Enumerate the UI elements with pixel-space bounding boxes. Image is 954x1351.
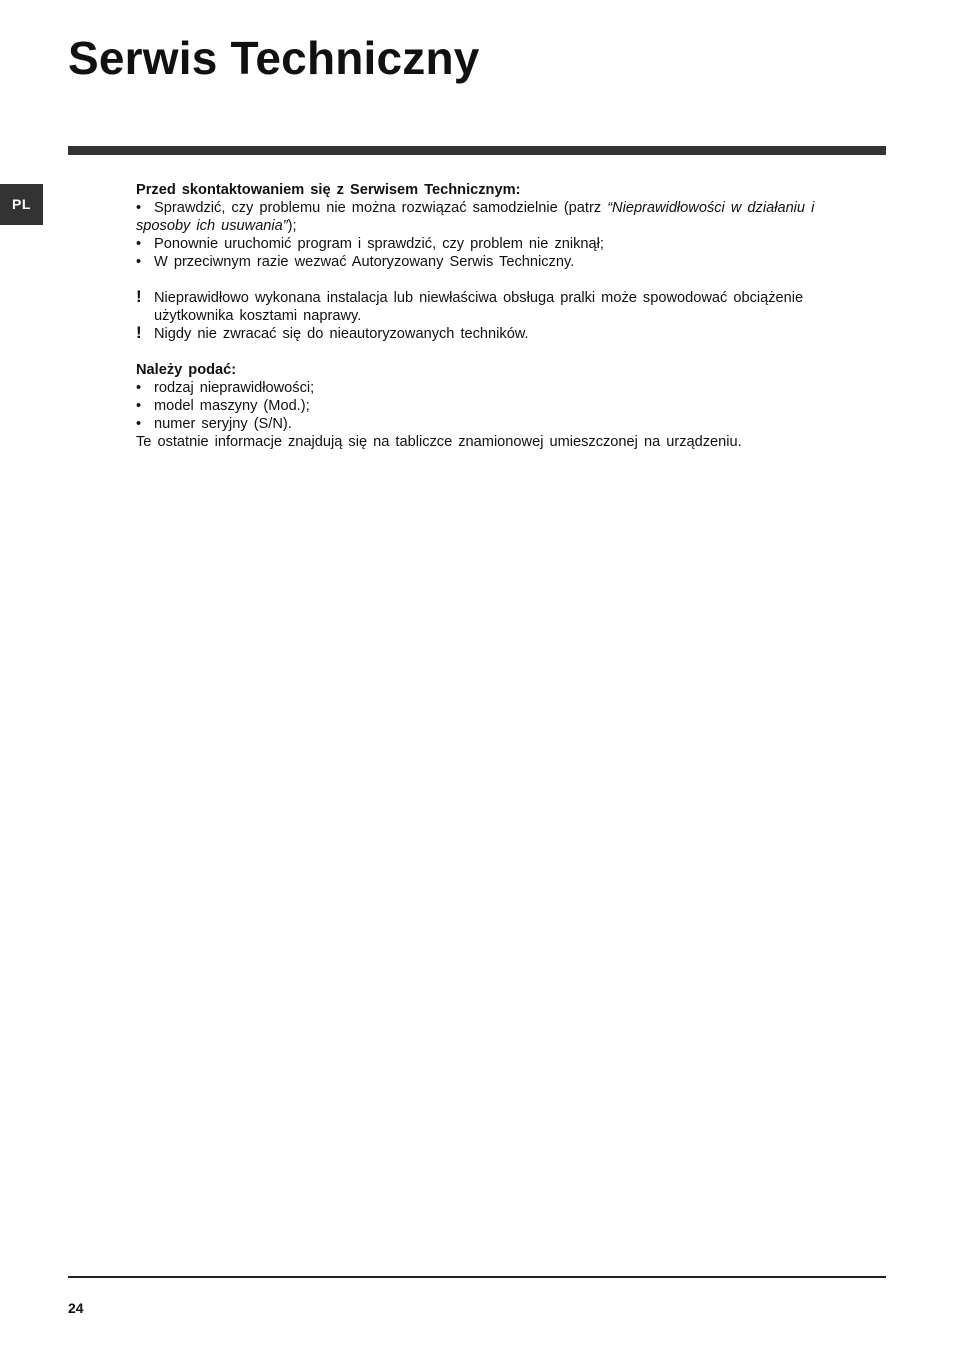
warning-icon: ! [136,287,142,306]
bullet-icon: • [136,200,142,216]
list-item-reference: “Nieprawidłowości w działaniu i sposoby ich usuwania” [136,200,815,234]
list-item-text: Ponownie uruchomić program i sprawdzić, czy problem nie zniknął; [154,236,604,252]
bullet-icon: • [136,254,142,270]
warning-item [136,289,842,325]
before-contact-list [136,199,842,271]
list-item-text: model maszyny (Mod.); [154,398,310,414]
warning-icon: ! [136,323,142,342]
list-item-text-end: ); [287,218,297,234]
list-item [136,253,842,271]
list-item-text: W przeciwnym razie wezwać Autoryzowany Serwis Techniczny. [154,254,575,270]
language-tab: PL [0,184,43,225]
bullet-icon: • [136,416,142,432]
rating-plate-note: Te ostatnie informacje znajdują się na tabliczce znamionowej umieszczonej na urządzeniu. [136,434,742,450]
list-item [136,415,842,433]
section-heading-provide: Należy podać: [136,362,237,378]
list-item-text: numer seryjny (S/N). [154,416,292,432]
spacer [136,271,842,289]
title-divider [68,146,886,155]
list-item-text: Sprawdzić, czy problemu nie można rozwiązać samodzielnie (patrz [154,200,608,216]
list-item [136,397,842,415]
warning-text: Nieprawidłowo wykonana instalacja lub niewłaściwa obsługa pralki może spowodować obciążenie użytkownika kosztami naprawy. [154,290,804,324]
main-content [136,181,842,451]
list-item [136,235,842,253]
provide-list [136,379,842,433]
footer-divider [68,1276,886,1278]
spacer [136,343,842,361]
bullet-icon: • [136,398,142,414]
warning-item [136,325,842,343]
page-title: Serwis Techniczny [68,32,480,84]
page-number: 24 [68,1300,84,1316]
section-heading-before-contact: Przed skontaktowaniem się z Serwisem Technicznym: [136,182,521,198]
warning-list [136,289,842,343]
list-item [136,199,842,235]
warning-text: Nigdy nie zwracać się do nieautoryzowanych techników. [154,326,529,342]
list-item [136,379,842,397]
bullet-icon: • [136,380,142,396]
list-item-text: rodzaj nieprawidłowości; [154,380,315,396]
bullet-icon: • [136,236,142,252]
